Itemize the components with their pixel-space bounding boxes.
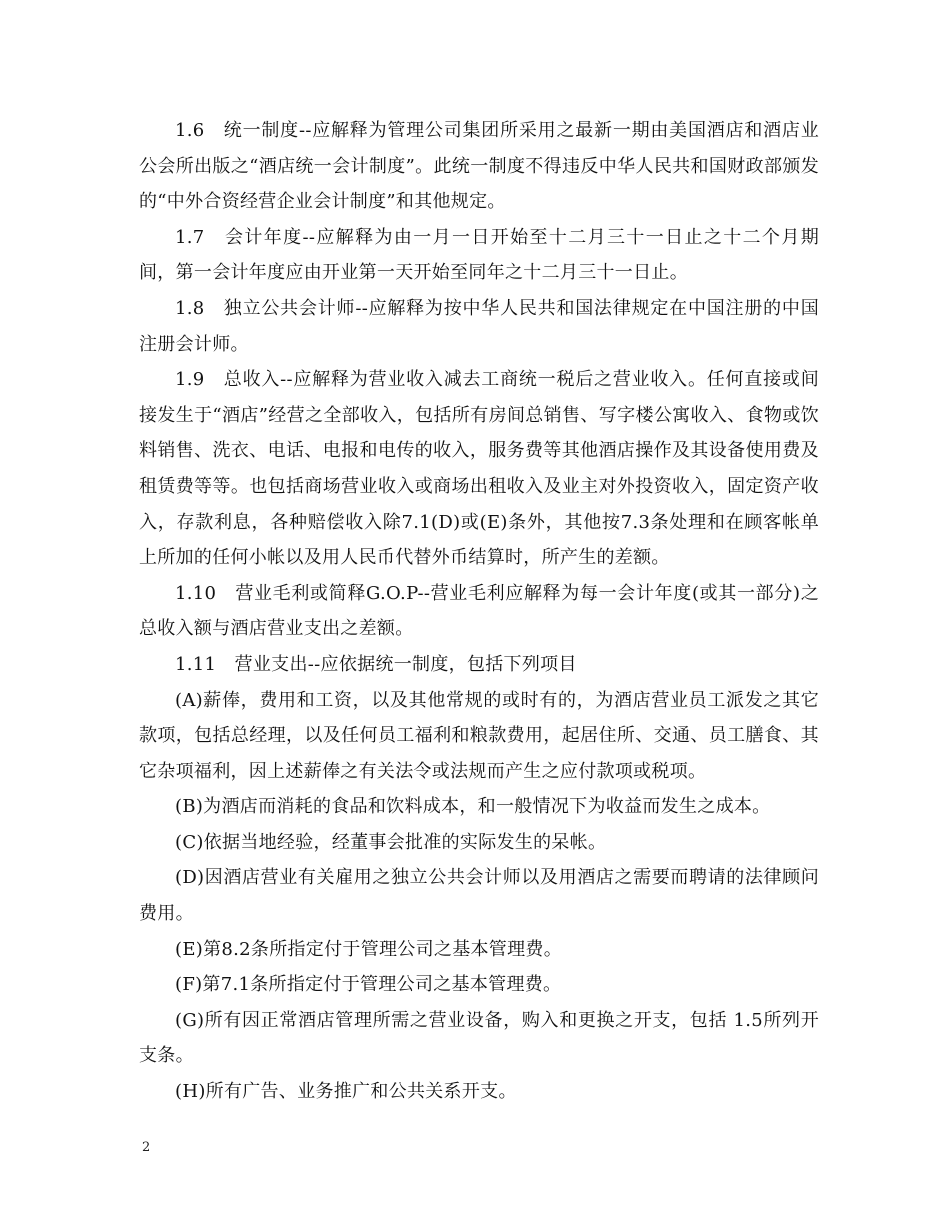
- item-d: (D)因酒店营业有关雇用之独立公共会计师以及用酒店之需要而聘请的法律顾问费用。: [139, 867, 819, 925]
- item-e: (E)第8.2条所指定付于管理公司之基本管理费。: [175, 938, 563, 960]
- item-g: (G)所有因正常酒店管理所需之营业设备，购入和更换之开支，包括 1.5所列开支条。: [139, 1009, 819, 1067]
- clause-1-10: 1.10 营业毛利或简释G.O.P--营业毛利应解释为每一会计年度(或其一部分)之总收入额与酒店营业支出之差额。: [139, 582, 819, 640]
- clause-1-8: 1.8 独立公共会计师--应解释为按中华人民共和国法律规定在中国注册的中国注册会计师。: [139, 297, 819, 355]
- item-c: (C)依据当地经验，经董事会批准的实际发生的呆帐。: [175, 831, 607, 853]
- document-body: [139, 113, 819, 1110]
- item-b: (B)为酒店而消耗的食品和饮料成本，和一般情况下为收益而发生之成本。: [175, 796, 771, 818]
- clause-1-6: 1.6 统一制度--应解释为管理公司集团所采用之最新一期由美国酒店和酒店业公会所出版之“酒店统一会计制度”。此统一制度不得违反中华人民共和国财政部颁发的“中外合资经营企业会计制度”和其他规定。: [139, 120, 819, 213]
- item-a: (A)薪俸，费用和工资，以及其他常规的或时有的，为酒店营业员工派发之其它款项，包括总经理，以及任何员工福利和粮款费用，起居住所、交通、员工膳食、其它杂项福利，因上述薪俸之有关法令或法规而产生之应付款项或税项。: [139, 689, 819, 782]
- item-f: (F)第7.1条所指定付于管理公司之基本管理费。: [175, 974, 562, 996]
- clause-1-7: 1.7 会计年度--应解释为由一月一日开始至十二月三十一日止之十二个月期间，第一会计年度应由开业第一天开始至同年之十二月三十一日止。: [139, 226, 819, 284]
- item-h: (H)所有广告、业务推广和公共关系开支。: [175, 1081, 517, 1103]
- clause-1-9: 1.9 总收入--应解释为营业收入减去工商统一税后之营业收入。任何直接或间接发生于“酒店”经营之全部收入，包括所有房间总销售、写字楼公寓收入、食物或饮料销售、洗衣、电话、电报和电传的收入，服务费等其他酒店操作及其设备使用费及租赁费等等。也包括商场营业收入或商场出租收入及业主对外投资收入，固定资产收入，存款利息，各种赔偿收入除7.1(D)或(E)条外，其他按7.3条处理和在顾客帐单上所加的任何小帐以及用人民币代替外币结算时，所产生的差额。: [139, 369, 819, 569]
- clause-1-11: 1.11 营业支出--应依据统一制度，包括下列项目: [175, 653, 577, 675]
- page-number: 2: [142, 1140, 151, 1155]
